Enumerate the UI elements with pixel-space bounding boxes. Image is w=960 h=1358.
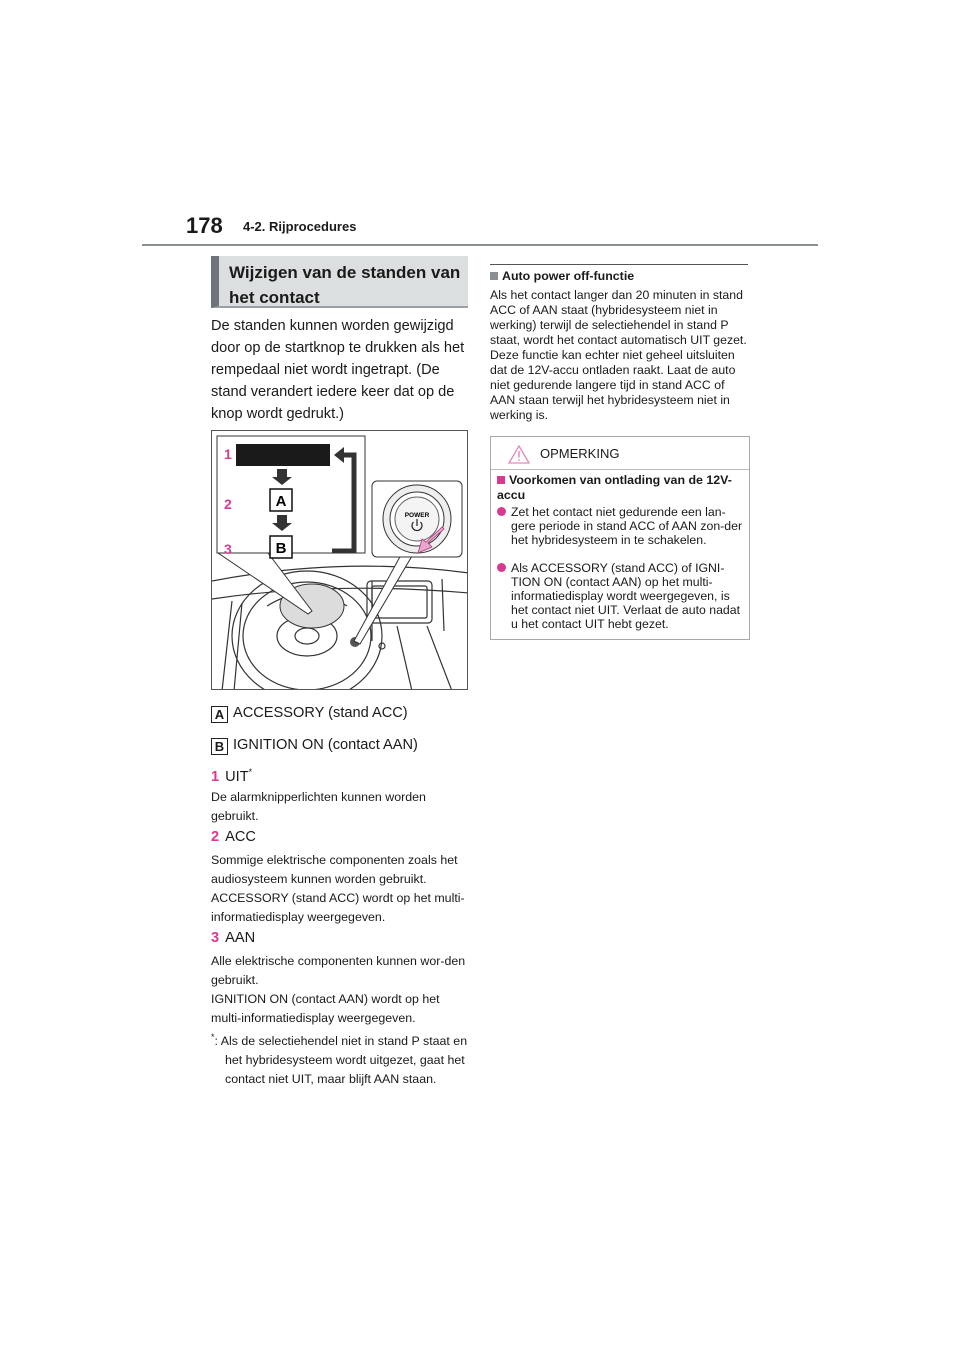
legend-text-a: ACCESSORY (stand ACC) bbox=[233, 705, 408, 721]
step-2-title: ACC bbox=[225, 829, 256, 845]
intro-text: De standen kunnen worden gewijzigd door op de startknop te drukken als het rempedaal niet wordt ingetrapt. (De stand verandert iedere keer dat op de knop wordt gedrukt.) bbox=[211, 318, 465, 422]
ignition-illustration-svg bbox=[212, 431, 468, 690]
step-1-heading bbox=[211, 767, 252, 785]
legend-item-a bbox=[211, 705, 408, 723]
note-box bbox=[490, 436, 750, 640]
note-bullet-2 bbox=[497, 561, 743, 631]
right-column-rule bbox=[490, 264, 748, 265]
section-title: Wijzigen van de standen van het contact bbox=[211, 256, 468, 308]
auto-power-off-title bbox=[490, 269, 634, 283]
step-3-text-2: IGNITION ON (contact AAN) wordt op het multi-informatiedisplay weergegeven. bbox=[211, 992, 440, 1025]
bullet-dot-icon bbox=[497, 507, 506, 516]
step-2-text-2: ACCESSORY (stand ACC) wordt op het multi-informatiedisplay weergegeven. bbox=[211, 891, 465, 924]
legend-item-b bbox=[211, 737, 418, 755]
header-rule bbox=[142, 244, 818, 246]
warning-icon bbox=[508, 445, 530, 464]
step-3-number: 3 bbox=[211, 930, 220, 946]
page-number: 178 bbox=[186, 213, 223, 238]
step-1-footnote-mark: * bbox=[248, 767, 253, 777]
step-3-title: AAN bbox=[225, 930, 256, 946]
legend-tag-a: A bbox=[211, 706, 228, 723]
footnote bbox=[211, 1028, 469, 1089]
step-1-number: 1 bbox=[211, 768, 220, 785]
step-label-2: 2 bbox=[224, 496, 232, 512]
note-bullet-1 bbox=[497, 505, 743, 547]
note-bullet-2-text: Als ACCESSORY (stand ACC) of IGNI-TION ON (contact AAN) op het multi-informatiedisplay wordt weergegeven, is het contact niet UIT. Verlaat de auto nadat u het contact UIT hebt gezet. bbox=[511, 561, 741, 631]
auto-power-off-title-text: Auto power off-functie bbox=[502, 269, 635, 283]
square-bullet-icon bbox=[497, 476, 505, 484]
bullet-dot-icon bbox=[497, 563, 506, 572]
tag-a: A bbox=[275, 493, 287, 510]
ignition-illustration bbox=[211, 430, 468, 690]
legend-tag-b: B bbox=[211, 738, 228, 755]
section-label: 4-2. Rijprocedures bbox=[243, 219, 357, 234]
tag-b: B bbox=[275, 540, 287, 557]
step-1-title: UIT bbox=[225, 768, 249, 785]
auto-power-off-text: Als het contact langer dan 20 minuten in stand ACC of AAN staat (hybridesysteem niet in werking) terwijl de selectiehendel in stand P staat, wordt het contact automatisch UIT gezet. Deze functie kan echter niet geheel uitsluiten dat de 12V-accu ontladen raakt. Laat de auto niet gedurende langere tijd in stand ACC of AAN staan terwijl het hybridesysteem niet in werking is. bbox=[490, 288, 747, 422]
step-2-number: 2 bbox=[211, 829, 220, 845]
square-bullet-icon bbox=[490, 272, 498, 280]
note-label: OPMERKING bbox=[540, 446, 620, 461]
legend-text-b: IGNITION ON (contact AAN) bbox=[233, 737, 418, 753]
step-2-text-1: Sommige elektrische componenten zoals het audiosysteem kunnen worden gebruikt. bbox=[211, 853, 458, 886]
note-bullet-1-text: Zet het contact niet gedurende een lan-gere periode in stand ACC of AAN zon-der het hybridesysteem in te schakelen. bbox=[511, 505, 743, 547]
note-subtitle-text: Voorkomen van ontlading van de 12V-accu bbox=[497, 473, 732, 502]
footnote-mark: * bbox=[211, 1032, 215, 1042]
step-3-text-1: Alle elektrische componenten kunnen wor-den gebruikt. bbox=[211, 954, 466, 987]
note-subtitle bbox=[497, 473, 743, 503]
step-2-heading bbox=[211, 829, 256, 845]
step-3-heading bbox=[211, 930, 255, 946]
step-label-1: 1 bbox=[224, 446, 232, 462]
footnote-text: : Als de selectiehendel niet in stand P staat en het hybridesysteem wordt uitgezet, gaat het contact niet UIT, maar blijft AAN staan. bbox=[214, 1034, 468, 1087]
step-label-3: 3 bbox=[224, 541, 232, 557]
power-button-text: POWER bbox=[404, 512, 430, 519]
note-header bbox=[491, 437, 749, 470]
step-1-text: De alarmknipperlichten kunnen worden gebruikt. bbox=[211, 790, 426, 823]
